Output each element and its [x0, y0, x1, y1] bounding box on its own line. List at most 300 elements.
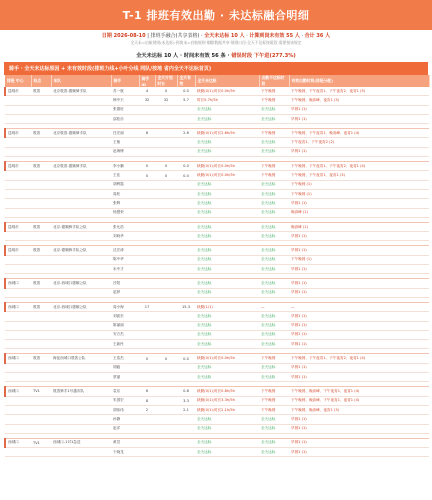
cell-status: 全天达标: [195, 208, 259, 217]
table-row: [5, 232, 429, 241]
cell-effective: [177, 222, 195, 231]
cell-status: 全天达标: [195, 363, 259, 372]
cell-rider-id: [139, 330, 155, 339]
cell-status: 全天达标: [195, 330, 259, 339]
cell-center: [5, 396, 31, 405]
cell-rider-id: [139, 288, 155, 297]
cell-effective: 0.0: [177, 354, 195, 363]
cell-rider-id: [139, 448, 155, 457]
cell-rider: 杨慧荣: [111, 208, 139, 217]
cell-team: [51, 199, 111, 208]
cell-time-slots: 下午晚餐 (1): [289, 255, 429, 264]
cell-segment: 全天达标: [259, 340, 289, 349]
cell-team: [51, 138, 111, 147]
cell-time-slots: 下午晚餐、下午夜宵1、下午夜宵2、夜宵1 (4): [289, 354, 429, 363]
cell-status: 全天达标: [195, 448, 259, 457]
cell-plan-hours: [155, 129, 177, 138]
cell-status: 全天达标: [195, 340, 259, 349]
cell-rider: 胡利霞: [111, 180, 139, 189]
cell-time-slots: 下午晚餐、下午夜宵1、下午夜宵2、夜宵1 (5): [289, 87, 429, 96]
cell-center: [5, 96, 31, 105]
col-header: 排班 中心: [5, 75, 31, 87]
cell-time-slots: 下午晚餐、下午夜宵1、晚高峰、夜宵1 (4): [289, 129, 429, 138]
cell-center: [5, 363, 31, 372]
cell-plan-hours: [155, 312, 177, 321]
cell-team: [51, 114, 111, 123]
cell-center: 西城口: [5, 387, 31, 396]
cell-rider: 米中才: [111, 265, 139, 274]
cell-time-slots: 下午夜宵1、下午夜宵2 (2): [289, 138, 429, 147]
cell-plan-hours: [155, 189, 177, 198]
cell-rider-id: [139, 222, 155, 231]
cell-center: [5, 340, 31, 349]
cell-station: 敦善: [31, 302, 51, 311]
cell-status: 全天达标: [195, 265, 259, 274]
meta-note: 全天未=启航规则(未达标)·到岗未=启航规则·剔除数据共享·规则口径:全天不达标按班段·需要按该规定: [130, 40, 302, 45]
cell-segment: 下午晚餐: [259, 396, 289, 405]
col-header: 车队: [51, 75, 111, 87]
cell-center: [5, 171, 31, 180]
cell-rider: 周小海: [111, 302, 139, 311]
cell-station: 敦善: [31, 279, 51, 288]
cell-segment: 全天达标: [259, 424, 289, 433]
cell-center: [5, 405, 31, 414]
cell-rider-id: [139, 312, 155, 321]
cell-time-slots: 早餐1 (1): [289, 288, 429, 297]
table-row: [5, 302, 429, 311]
cell-center: [5, 105, 31, 114]
cell-center: 昆明市: [5, 129, 31, 138]
cell-time-slots: 早餐1 (1): [289, 312, 429, 321]
cell-segment: 全天达标: [259, 279, 289, 288]
cell-effective: [177, 114, 195, 123]
cell-segment: 全天达标: [259, 222, 289, 231]
cell-rider: 陈丽丽: [111, 321, 139, 330]
cell-effective: [177, 180, 195, 189]
cell-center: [5, 330, 31, 339]
cell-segment: 全天达标: [259, 373, 289, 382]
cell-team: 北京-德顺骑手队公队: [51, 246, 111, 255]
cell-rider-id: [139, 180, 155, 189]
cell-center: [5, 288, 31, 297]
cell-segment: 下午晚餐: [259, 354, 289, 363]
detail-table: [4, 75, 430, 457]
cell-effective: [177, 232, 195, 241]
cell-rider-id: 0: [139, 162, 155, 171]
cell-rider: 蔡丽: [111, 373, 139, 382]
cell-rider-id: [139, 438, 155, 447]
cell-status: 全天达标: [195, 222, 259, 231]
cell-station: 敦善: [31, 354, 51, 363]
summary-b: 时间未有效 56 条: [183, 53, 226, 59]
cell-team: 海淀西城口敦善公队: [51, 354, 111, 363]
cell-time-slots: 早餐1 (1): [289, 448, 429, 457]
table-row: [5, 415, 429, 424]
col-header: 站点: [31, 75, 51, 87]
cell-rider: 邵桂乐: [111, 114, 139, 123]
cell-team: 北京-西城口德顺公队: [51, 302, 111, 311]
cell-rider: 刘尚华: [111, 232, 139, 241]
cell-center: [5, 424, 31, 433]
cell-segment: 全天达标: [259, 189, 289, 198]
cell-segment: 全天达标: [259, 312, 289, 321]
cell-effective: [177, 438, 195, 447]
cell-status: 缺勤(0/1);时长2.6h/5h: [195, 129, 259, 138]
cell-time-slots: 早餐1 (1): [289, 114, 429, 123]
cell-team: [51, 424, 111, 433]
table-row: [5, 288, 429, 297]
cell-time-slots: 早餐1 (1): [289, 232, 429, 241]
table-header-row: [5, 75, 429, 87]
cell-rider: 苏一航: [111, 87, 139, 96]
cell-plan-hours: [155, 208, 177, 217]
cell-status: 全天达标: [195, 438, 259, 447]
cell-plan-hours: 32: [155, 96, 177, 105]
meta-sep4: ·: [301, 33, 305, 39]
cell-rider: 朱国宏: [111, 396, 139, 405]
cell-center: 西城口: [5, 354, 31, 363]
cell-station: TV1: [31, 438, 51, 447]
table-row: [5, 330, 429, 339]
cell-segment: 全天达标: [259, 438, 289, 447]
cell-rider-id: [139, 363, 155, 372]
cell-effective: [177, 330, 195, 339]
cell-center: [5, 199, 31, 208]
cell-center: [5, 255, 31, 264]
cell-station: [31, 448, 51, 457]
cell-rider: 韩中天: [111, 96, 139, 105]
cell-station: [31, 340, 51, 349]
cell-status: 全天达标: [195, 138, 259, 147]
cell-effective: 15.3: [177, 302, 195, 311]
cell-status: 时长5.7h/5h: [195, 96, 259, 105]
cell-team: [51, 232, 111, 241]
table-row: [5, 363, 429, 372]
cell-rider: 袁乐: [111, 387, 139, 396]
cell-time-slots: 早餐1 (1): [289, 279, 429, 288]
table-row: [5, 312, 429, 321]
cell-status: 全天达标: [195, 189, 259, 198]
cell-status: 全天达标: [195, 114, 259, 123]
cell-time-slots: 早餐1 (1): [289, 147, 429, 156]
meta-scope: 排班手融合(共享表格): [150, 33, 200, 39]
cell-segment: 下午晚餐: [259, 87, 289, 96]
table-row: [5, 189, 429, 198]
cell-center: [5, 180, 31, 189]
cell-rider-id: 8: [139, 396, 155, 405]
cell-segment: 下午晚餐: [259, 387, 289, 396]
cell-time-slots: 早餐1 (1): [289, 438, 429, 447]
cell-segment: —: [259, 302, 289, 311]
cell-team: [51, 171, 111, 180]
cell-team: 北京敦善-德顺骑手队: [51, 162, 111, 171]
cell-team: [51, 265, 111, 274]
cell-time-slots: 早餐1 (1): [289, 415, 429, 424]
cell-rider: 赵海博: [111, 147, 139, 156]
cell-center: [5, 321, 31, 330]
cell-segment: 全天达标: [259, 232, 289, 241]
cell-rider-id: [139, 246, 155, 255]
cell-center: [5, 208, 31, 217]
cell-effective: 0.8: [177, 387, 195, 396]
table-row: [5, 424, 429, 433]
cell-station: [31, 288, 51, 297]
cell-station: [31, 138, 51, 147]
table-row: [5, 255, 429, 264]
cell-plan-hours: [155, 222, 177, 231]
cell-team: [51, 373, 111, 382]
cell-rider-id: 0: [139, 171, 155, 180]
cell-plan-hours: [155, 265, 177, 274]
cell-team: [51, 312, 111, 321]
cell-plan-hours: [155, 340, 177, 349]
cell-effective: [177, 373, 195, 382]
cell-time-slots: 早餐1 (1): [289, 321, 429, 330]
cell-rider: 黄昱: [111, 438, 139, 447]
cell-center: 西城口: [5, 279, 31, 288]
cell-effective: [177, 189, 195, 198]
cell-status: 全天达标: [195, 321, 259, 330]
cell-station: 敦善: [31, 162, 51, 171]
col-header: 骑手: [111, 75, 139, 87]
cell-center: [5, 232, 31, 241]
cell-effective: [177, 340, 195, 349]
cell-station: [31, 363, 51, 372]
table-row: [5, 405, 429, 414]
cell-effective: 3.3: [177, 396, 195, 405]
cell-rider-id: [139, 340, 155, 349]
col-header: 骑手ID: [139, 75, 155, 87]
cell-station: [31, 96, 51, 105]
cell-effective: [177, 255, 195, 264]
cell-station: 敦善: [31, 129, 51, 138]
cell-segment: 全天达标: [259, 448, 289, 457]
cell-segment: 下午晚餐: [259, 129, 289, 138]
cell-center: 西城口: [5, 302, 31, 311]
cell-center: [5, 448, 31, 457]
cell-rider-id: [139, 279, 155, 288]
cell-rider-id: [139, 208, 155, 217]
cell-plan-hours: [155, 279, 177, 288]
cell-time-slots: 早餐1 (1): [289, 373, 429, 382]
cell-status: 缺勤(0/1);时长2.1h/5h: [195, 405, 259, 414]
cell-team: [51, 415, 111, 424]
table-row: [5, 96, 429, 105]
cell-team: [51, 189, 111, 198]
cell-team: 北京敦善-德顺骑手队: [51, 87, 111, 96]
cell-station: [31, 321, 51, 330]
cell-time-slots: 早餐1 (1): [289, 265, 429, 274]
cell-station: [31, 232, 51, 241]
summary-c: 错误时段 下午进(277.3%): [231, 53, 296, 59]
cell-center: [5, 189, 31, 198]
cell-status: 全天达标: [195, 255, 259, 264]
cell-rider-id: [139, 189, 155, 198]
cell-rider: 安万杰: [111, 330, 139, 339]
cell-rider: 李小鹏: [111, 162, 139, 171]
cell-rider-id: 8: [139, 129, 155, 138]
cell-effective: [177, 448, 195, 457]
table-row: [5, 162, 429, 171]
table-row: [5, 246, 429, 255]
table-row: [5, 171, 429, 180]
cell-rider-id: [139, 147, 155, 156]
cell-rider-id: [139, 265, 155, 274]
cell-team: 北京敦善-德顺骑手队: [51, 129, 111, 138]
table-body: [5, 87, 429, 457]
cell-status: 全天达标: [195, 312, 259, 321]
cell-team: [51, 180, 111, 189]
cell-segment: 下午晚餐: [259, 96, 289, 105]
cell-plan-hours: 0: [155, 162, 177, 171]
cell-time-slots: 下午晚餐、晚高峰、夜宵1 (3): [289, 405, 429, 414]
cell-segment: 全天达标: [259, 147, 289, 156]
cell-effective: [177, 312, 195, 321]
cell-plan-hours: 0: [155, 171, 177, 180]
cell-rider-id: [139, 321, 155, 330]
cell-segment: 全天达标: [259, 208, 289, 217]
cell-segment: 全天达标: [259, 138, 289, 147]
cell-station: [31, 105, 51, 114]
cell-effective: [177, 246, 195, 255]
cell-plan-hours: [155, 105, 177, 114]
cell-time-slots: 早餐1 (1): [289, 246, 429, 255]
cell-station: [31, 424, 51, 433]
cell-time-slots: 下午晚餐 (1): [289, 189, 429, 198]
cell-segment: 全天达标: [259, 199, 289, 208]
cell-plan-hours: [155, 321, 177, 330]
cell-effective: [177, 363, 195, 372]
summary-sep2: ·: [227, 53, 232, 59]
cell-team: [51, 330, 111, 339]
cell-center: [5, 138, 31, 147]
cell-rider-id: [139, 255, 155, 264]
cell-effective: [177, 105, 195, 114]
table-row: [5, 396, 429, 405]
cell-status: 缺勤(1/1): [195, 302, 259, 311]
cell-time-slots: 晚高峰 (1): [289, 222, 429, 231]
cell-time-slots: 早餐1 (1): [289, 330, 429, 339]
cell-rider: 张辉: [111, 199, 139, 208]
cell-time-slots: 下午晚餐、晚高峰、下午夜宵1、夜宵1 (4): [289, 387, 429, 396]
cell-effective: 0.0: [177, 171, 195, 180]
cell-status: 全天达标: [195, 105, 259, 114]
cell-rider-id: 4: [139, 87, 155, 96]
cell-time-slots: 下午晚餐、下午夜宵1、下午夜宵2、夜宵1 (4): [289, 162, 429, 171]
cell-station: [31, 255, 51, 264]
cell-effective: [177, 321, 195, 330]
table-row: [5, 265, 429, 274]
cell-rider-id: [139, 105, 155, 114]
cell-effective: 2.6: [177, 129, 195, 138]
cell-rider: 张德旺: [111, 105, 139, 114]
cell-rider: 胡毅: [111, 363, 139, 372]
cell-time-slots: 早餐1 (1): [289, 199, 429, 208]
cell-status: 全天达标: [195, 424, 259, 433]
cell-time-slots: 晚高峰 (1): [289, 208, 429, 217]
summary-sep1: ·: [179, 53, 184, 59]
cell-effective: 5.7: [177, 96, 195, 105]
cell-effective: [177, 415, 195, 424]
cell-effective: [177, 265, 195, 274]
cell-plan-hours: [155, 448, 177, 457]
cell-rider: 王佳: [111, 171, 139, 180]
cell-team: [51, 363, 111, 372]
cell-time-slots: 早餐1 (1): [289, 424, 429, 433]
meta-sep1: |: [147, 33, 151, 39]
cell-rider: 于晓龙: [111, 448, 139, 457]
cell-status: 全天达标: [195, 147, 259, 156]
cell-station: [31, 199, 51, 208]
cell-station: [31, 171, 51, 180]
meta-sep2: ·: [201, 33, 205, 39]
cell-team: [51, 147, 111, 156]
cell-effective: 2.1: [177, 405, 195, 414]
cell-plan-hours: [155, 405, 177, 414]
meta-block: [0, 30, 432, 47]
cell-rider: 王新民: [111, 340, 139, 349]
cell-rider-id: [139, 138, 155, 147]
cell-status: 缺勤(0/1);时长0.8h/5h: [195, 387, 259, 396]
cell-effective: [177, 424, 195, 433]
cell-rider: 沈宏涛: [111, 246, 139, 255]
cell-segment: 下午晚餐: [259, 405, 289, 414]
cell-plan-hours: [155, 255, 177, 264]
cell-segment: 全天达标: [259, 114, 289, 123]
cell-rider: 陈中华: [111, 255, 139, 264]
cell-team: [51, 96, 111, 105]
table-row: [5, 208, 429, 217]
cell-rider-id: [139, 373, 155, 382]
cell-plan-hours: [155, 373, 177, 382]
cell-time-slots: 下午晚餐、晚高峰、夜宵1 (3): [289, 96, 429, 105]
cell-team: [51, 288, 111, 297]
cell-rider: 王浩杰: [111, 354, 139, 363]
cell-time-slots: 下午晚餐、下午夜宵1、夜宵1 (3): [289, 171, 429, 180]
table-row: [5, 138, 429, 147]
cell-status: 全天达标: [195, 232, 259, 241]
table-row: [5, 354, 429, 363]
table-row: [5, 438, 429, 447]
meta-stat3: 合计 36 人: [304, 33, 331, 39]
cell-segment: 下午晚餐: [259, 171, 289, 180]
cell-time-slots: 早餐1 (1): [289, 363, 429, 372]
cell-station: [31, 147, 51, 156]
cell-rider-id: [139, 415, 155, 424]
table-row: [5, 387, 429, 396]
col-header: 出勤不达标时段: [259, 75, 289, 87]
cell-station: [31, 208, 51, 217]
cell-effective: [177, 208, 195, 217]
meta-stat1: 全天未达标 10 人: [204, 33, 245, 39]
cell-station: [31, 180, 51, 189]
cell-segment: 全天达标: [259, 321, 289, 330]
cell-plan-hours: [155, 424, 177, 433]
table-row: [5, 114, 429, 123]
cell-status: 全天达标: [195, 246, 259, 255]
cell-effective: [177, 147, 195, 156]
col-header: 全天计划时长: [155, 75, 177, 87]
cell-station: 敦善: [31, 222, 51, 231]
cell-rider-id: [139, 232, 155, 241]
cell-plan-hours: [155, 147, 177, 156]
page-title: T-1 排班有效出勤 · 未达标融合明细: [122, 9, 310, 22]
cell-rider-id: [139, 199, 155, 208]
cell-rider-id: 17: [139, 302, 155, 311]
cell-plan-hours: [155, 288, 177, 297]
cell-segment: 全天达标: [259, 255, 289, 264]
cell-status: 缺勤(0/1);时长3.3h/5h: [195, 396, 259, 405]
